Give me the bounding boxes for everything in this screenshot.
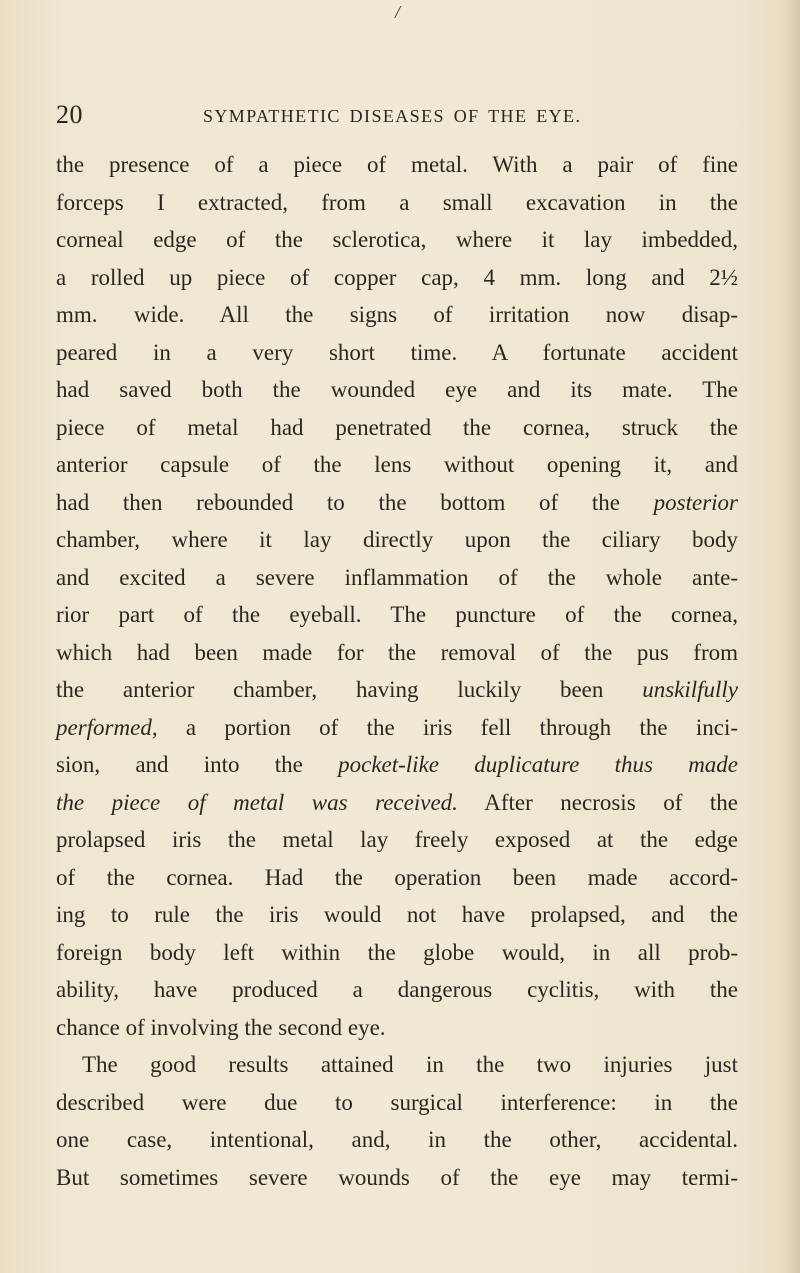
page-edge-shadow bbox=[782, 0, 800, 1273]
text-line: a rolled up piece of copper cap, 4 mm. long and 2½ bbox=[56, 264, 738, 290]
text-line: anterior capsule of the lens without opening it, and bbox=[56, 452, 738, 477]
italic-phrase: pocket-like duplicature thus made bbox=[338, 752, 739, 777]
text-line: the anterior chamber, having luckily been unskilfully bbox=[56, 677, 739, 702]
text-line: performed, a portion of the iris fell through the inci- bbox=[56, 714, 738, 740]
running-head: SYMPATHETIC DISEASES OF THE EYE. bbox=[203, 106, 582, 126]
text-line: of the cornea. Had the operation been made accord- bbox=[56, 864, 738, 890]
body-text bbox=[56, 146, 738, 1196]
text-line: had saved both the wounded eye and its mate. The bbox=[56, 377, 738, 402]
text-line: ability, have produced a dangerous cyclitis, with the bbox=[56, 977, 738, 1002]
text-line: prolapsed iris the metal lay freely exposed at the edge bbox=[56, 827, 738, 852]
text-line: peared in a very short time. A fortunate accident bbox=[56, 339, 738, 365]
text-line: the presence of a piece of metal. With a pair of fine bbox=[56, 152, 738, 177]
text-line: the piece of metal was received. After necrosis of the bbox=[56, 789, 738, 815]
text-line: rior part of the eyeball. The puncture of the cornea, bbox=[56, 602, 738, 627]
page-number: 20 bbox=[56, 100, 83, 129]
text-line: sion, and into the pocket-like duplicature thus made bbox=[56, 752, 739, 777]
text-line: had then rebounded to the bottom of the posterior bbox=[56, 489, 738, 515]
italic-phrase: performed, bbox=[56, 714, 158, 740]
top-margin-mark: / bbox=[395, 2, 401, 22]
text-line: ing to rule the iris would not have prolapsed, and the bbox=[56, 902, 738, 927]
text-line: mm. wide. All the signs of irritation now disap- bbox=[56, 302, 738, 327]
italic-phrase: posterior bbox=[653, 489, 738, 515]
text-line: one case, intentional, and, in the other, accidental. bbox=[56, 1127, 738, 1152]
text-line: chamber, where it lay directly upon the ciliary body bbox=[56, 527, 738, 552]
text-line: described were due to surgical interference: in the bbox=[56, 1089, 738, 1115]
text-line: and excited a severe inflammation of the whole ante- bbox=[56, 564, 738, 590]
italic-phrase: unskilfully bbox=[642, 677, 739, 702]
italic-phrase: the piece of metal was received. bbox=[56, 789, 458, 815]
text-line: which had been made for the removal of the pus from bbox=[56, 639, 738, 665]
text-line: corneal edge of the sclerotica, where it lay imbedded, bbox=[56, 227, 738, 252]
text-line-paragraph-start: The good results attained in the two injuries just bbox=[82, 1052, 738, 1077]
text-line: piece of metal had penetrated the cornea, struck the bbox=[56, 414, 738, 440]
text-line: chance of involving the second eye. bbox=[56, 1014, 386, 1040]
page-header bbox=[56, 100, 716, 136]
text-line: But sometimes severe wounds of the eye may termi- bbox=[56, 1164, 738, 1190]
text-line: foreign body left within the globe would, in all prob- bbox=[56, 939, 738, 965]
text-line: forceps I extracted, from a small excavation in the bbox=[56, 189, 738, 215]
